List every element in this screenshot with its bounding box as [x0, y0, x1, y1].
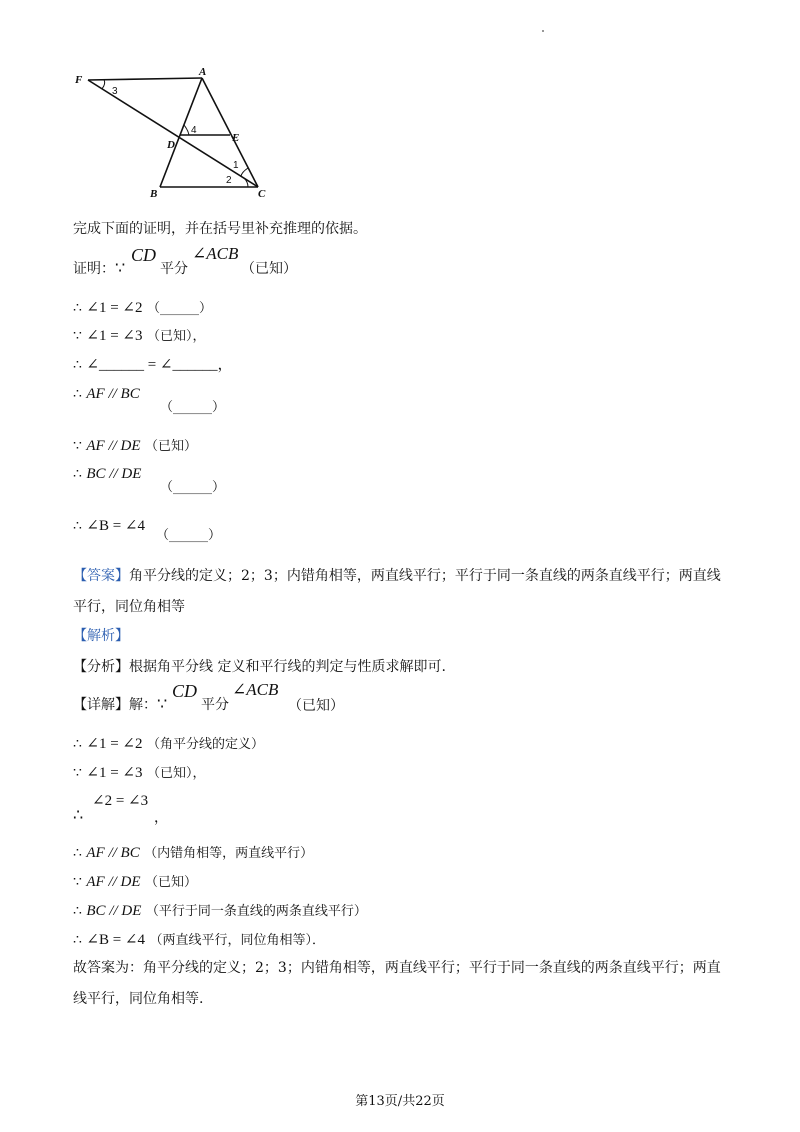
fenxi-tag: 【分析】 — [73, 659, 129, 675]
detail-prefix: 解： — [129, 697, 157, 713]
angle-label-2: 2 — [226, 175, 232, 186]
proof-blank-2[interactable]: （______） — [146, 301, 212, 316]
proof-expr-3: ∠1 = ∠3 — [86, 328, 143, 344]
therefore-symbol-4: ∴ — [73, 357, 82, 373]
detail-because-6: ∵ — [73, 874, 82, 890]
proof-blank-5[interactable]: （______） — [160, 400, 226, 415]
detail-reason-8: （两直线平行，同位角相等）． — [149, 933, 325, 948]
label-d: D — [167, 139, 175, 151]
scan-dot — [542, 30, 544, 32]
detail-because-3: ∵ — [73, 765, 82, 781]
detail-reason-2: （角平分线的定义） — [146, 737, 264, 752]
angle-arc-1 — [241, 168, 248, 176]
because-symbol: ∵ — [115, 258, 126, 277]
detail-line-1 — [73, 694, 167, 715]
proof-blank-8[interactable]: （______） — [156, 528, 222, 543]
angle-arc-3 — [102, 80, 105, 89]
therefore-symbol-7: ∴ — [73, 466, 82, 482]
detail-tag: 【详解】 — [73, 697, 129, 713]
conclusion-line-1: 故答案为：角平分线的定义；2；3；内错角相等，两直线平行；平行于同一条直线的两条直线平行；两直 — [73, 960, 721, 976]
detail-reason-3: （已知）， — [146, 766, 206, 781]
detail-expr-8: ∠B = ∠4 — [86, 932, 145, 948]
page-number: 第13页/共22页 — [355, 1094, 445, 1109]
detail-expr-3: ∠1 = ∠3 — [86, 765, 143, 781]
detail-expr-5: AF // BC — [86, 845, 140, 861]
proof-reason-6: （已知） — [144, 439, 197, 454]
proof-line-3 — [73, 326, 205, 347]
detail-reason-6: （已知） — [144, 875, 197, 890]
proof-line-8 — [73, 516, 145, 536]
proof-bisect: 平分 — [160, 261, 188, 277]
proof-expr-7: BC // DE — [86, 466, 142, 482]
detail-therefore-2: ∴ — [73, 736, 82, 752]
proof-expr-5: AF // BC — [86, 386, 140, 402]
answer-line-1 — [73, 566, 721, 586]
proof-expr-2: ∠1 = ∠2 — [86, 300, 143, 316]
answer-text-2: 平行，同位角相等 — [73, 599, 185, 615]
detail-line-3 — [73, 763, 205, 784]
proof-label: 证明： — [73, 261, 115, 277]
detail-line-7 — [73, 901, 367, 922]
proof-line-2 — [73, 298, 212, 319]
detail-expr-4: ∠2 = ∠3 — [92, 793, 149, 809]
line-fa — [88, 78, 202, 80]
detail-reason-7: （平行于同一条直线的两条直线平行） — [145, 904, 367, 919]
therefore-symbol: ∴ — [73, 300, 82, 316]
angle-label-1: 1 — [233, 160, 239, 171]
answer-text-1: 角平分线的定义；2；3；内错角相等，两直线平行；平行于同一条直线的两条直线平行；两直线 — [129, 568, 721, 584]
label-a: A — [199, 66, 207, 78]
proof-blank-7[interactable]: （______） — [160, 480, 226, 495]
label-b: B — [150, 188, 158, 200]
detail-therefore-7: ∴ — [73, 903, 82, 919]
detail-reason-1: （已知） — [288, 698, 344, 714]
proof-reason-1: （已知） — [241, 261, 297, 277]
proof-line-7 — [73, 464, 141, 484]
detail-therefore-4: ∴ — [73, 805, 84, 824]
answer-tag: 【答案】 — [73, 568, 129, 584]
because-symbol-6: ∵ — [73, 438, 82, 454]
proof-line-4 — [73, 355, 232, 375]
fenxi-line — [73, 657, 446, 677]
proof-expr-6: AF // DE — [86, 438, 141, 454]
line-ac — [202, 78, 258, 187]
detail-expr-2: ∠1 = ∠2 — [86, 736, 143, 752]
detail-line-2 — [73, 734, 264, 755]
angle-arc-4 — [184, 125, 189, 135]
proof-line-1 — [73, 258, 125, 279]
conclusion-line-2: 线平行，同位角相等. — [73, 991, 204, 1007]
detail-therefore-8: ∴ — [73, 932, 82, 948]
detail-punct-4: ， — [154, 810, 168, 826]
label-e: E — [232, 132, 240, 144]
because-symbol-3: ∵ — [73, 328, 82, 344]
detail-because: ∵ — [157, 694, 168, 713]
proof-reason-3: （已知）， — [146, 329, 206, 344]
proof-expr-8: ∠B = ∠4 — [86, 518, 145, 534]
detail-bisect: 平分 — [201, 697, 229, 713]
proof-line-6 — [73, 436, 197, 457]
label-f: F — [75, 74, 83, 86]
detail-line-5 — [73, 843, 313, 864]
proof-line-5 — [73, 384, 140, 404]
detail-line-6 — [73, 872, 197, 893]
detail-expr-6: AF // DE — [86, 874, 141, 890]
angle-label-4: 4 — [191, 125, 197, 136]
angle-label-3: 3 — [112, 86, 118, 97]
proof-angle-acb: ∠ACB — [192, 244, 239, 263]
instruction-text: 完成下面的证明，并在括号里补充推理的依据。 — [73, 221, 367, 237]
detail-expr-7: BC // DE — [86, 903, 142, 919]
label-c: C — [258, 188, 266, 200]
proof-cd: CD — [131, 245, 157, 265]
detail-line-8 — [73, 930, 325, 951]
detail-angle-acb: ∠ACB — [232, 680, 279, 699]
proof-blank-4[interactable]: ∠______ = ∠______， — [86, 357, 233, 373]
detail-therefore-5: ∴ — [73, 845, 82, 861]
detail-reason-5: （内错角相等，两直线平行） — [144, 846, 314, 861]
detail-cd: CD — [172, 681, 198, 701]
therefore-symbol-5: ∴ — [73, 386, 82, 402]
analysis-tag: 【解析】 — [73, 628, 129, 644]
geometry-figure — [72, 64, 282, 204]
therefore-symbol-8: ∴ — [73, 518, 82, 534]
fenxi-text: 根据角平分线 定义和平行线的判定与性质求解即可. — [129, 659, 446, 675]
